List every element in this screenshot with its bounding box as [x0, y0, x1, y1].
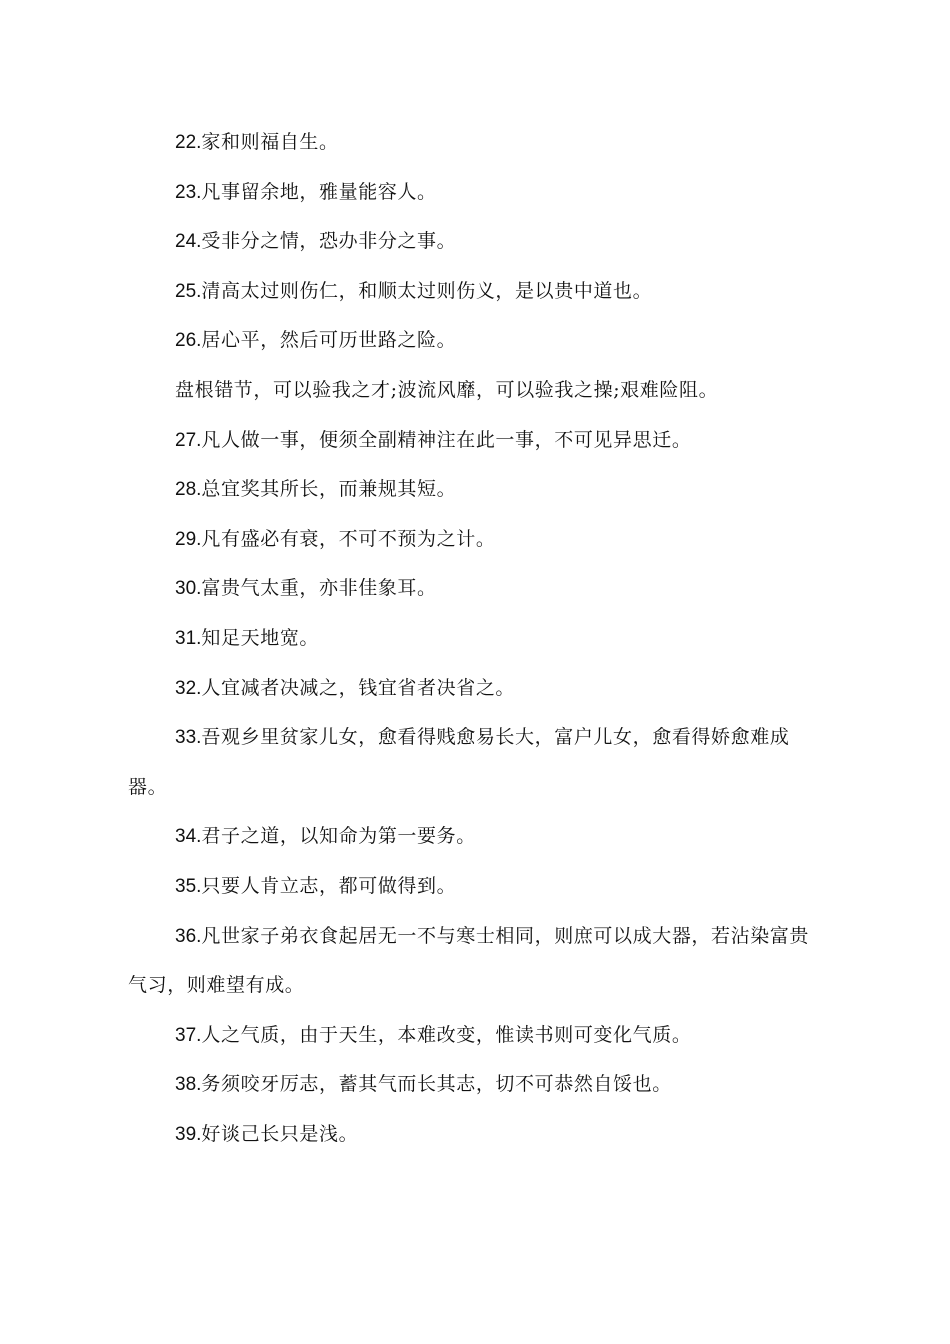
- item-text: 受非分之情，恐办非分之事。: [201, 230, 457, 253]
- item-text: 家和则福自生。: [201, 131, 339, 153]
- paragraph: [128, 416, 818, 466]
- item-text: 总宜奖其所长，而兼规其短。: [201, 478, 457, 501]
- item-text: 知足天地宽。: [201, 626, 320, 649]
- paragraph: [128, 1060, 818, 1110]
- paragraph: [128, 862, 818, 912]
- item-text: 清高太过则伤仁，和顺太过则伤义，是以贵中道也。: [201, 279, 653, 302]
- item-text: 凡世家子弟衣食起居无一不与寒士相同，则庶可以成大器，若沾染富贵气习，则难望有成。: [128, 924, 810, 997]
- item-number: 32.: [175, 677, 202, 699]
- item-number: 29.: [175, 528, 202, 550]
- paragraph: [128, 366, 818, 416]
- paragraph: [128, 118, 818, 168]
- paragraph: [128, 812, 818, 862]
- item-text: 人之气质，由于天生，本难改变，惟读书则可变化气质。: [201, 1023, 692, 1046]
- paragraph: [128, 713, 818, 812]
- paragraph: [128, 217, 818, 267]
- item-number: 33.: [175, 727, 202, 749]
- paragraph: [128, 515, 818, 565]
- paragraph: [128, 664, 818, 714]
- item-number: 38.: [175, 1074, 202, 1096]
- item-text: 凡有盛必有衰，不可不预为之计。: [201, 527, 496, 550]
- item-number: 22.: [175, 132, 202, 153]
- paragraph: [128, 168, 818, 218]
- item-text: 人宜减者决减之，钱宜省者决省之。: [201, 676, 516, 699]
- paragraph: [128, 267, 818, 317]
- document-body: [128, 118, 818, 1159]
- paragraph: [128, 465, 818, 515]
- item-text: 好谈己长只是浅。: [201, 1122, 359, 1145]
- item-number: 34.: [175, 826, 202, 848]
- item-number: 31.: [175, 627, 202, 649]
- item-text: 居心平，然后可历世路之险。: [201, 329, 457, 352]
- item-text: 富贵气太重，亦非佳象耳。: [201, 577, 437, 600]
- item-number: 25.: [175, 280, 202, 302]
- item-text: 盘根错节，可以验我之才;波流风靡，可以验我之操;艰难险阻。: [175, 378, 719, 401]
- item-text: 吾观乡里贫家儿女，愈看得贱愈易长大，富户儿女，愈看得娇愈难成器。: [128, 726, 790, 798]
- item-text: 君子之道，以知命为第一要务。: [201, 825, 476, 848]
- item-number: 30.: [175, 578, 202, 600]
- item-number: 39.: [175, 1123, 202, 1145]
- paragraph: [128, 1011, 818, 1061]
- paragraph: [128, 614, 818, 664]
- item-number: 26.: [175, 330, 202, 352]
- item-number: 35.: [175, 875, 202, 897]
- item-number: 37.: [175, 1024, 202, 1046]
- paragraph: [128, 912, 818, 1011]
- paragraph: [128, 564, 818, 614]
- item-text: 凡事留余地，雅量能容人。: [201, 180, 437, 203]
- paragraph: [128, 316, 818, 366]
- item-text: 凡人做一事，便须全副精神注在此一事，不可见异思迁。: [201, 428, 692, 451]
- item-number: 27.: [175, 429, 202, 451]
- paragraph: [128, 1110, 818, 1160]
- item-text: 务须咬牙厉志，蓄其气而长其志，切不可恭然自馁也。: [201, 1073, 672, 1096]
- item-number: 36.: [175, 925, 202, 947]
- item-number: 23.: [175, 181, 202, 203]
- item-number: 24.: [175, 231, 202, 253]
- item-text: 只要人肯立志，都可做得到。: [201, 874, 457, 897]
- item-number: 28.: [175, 479, 202, 501]
